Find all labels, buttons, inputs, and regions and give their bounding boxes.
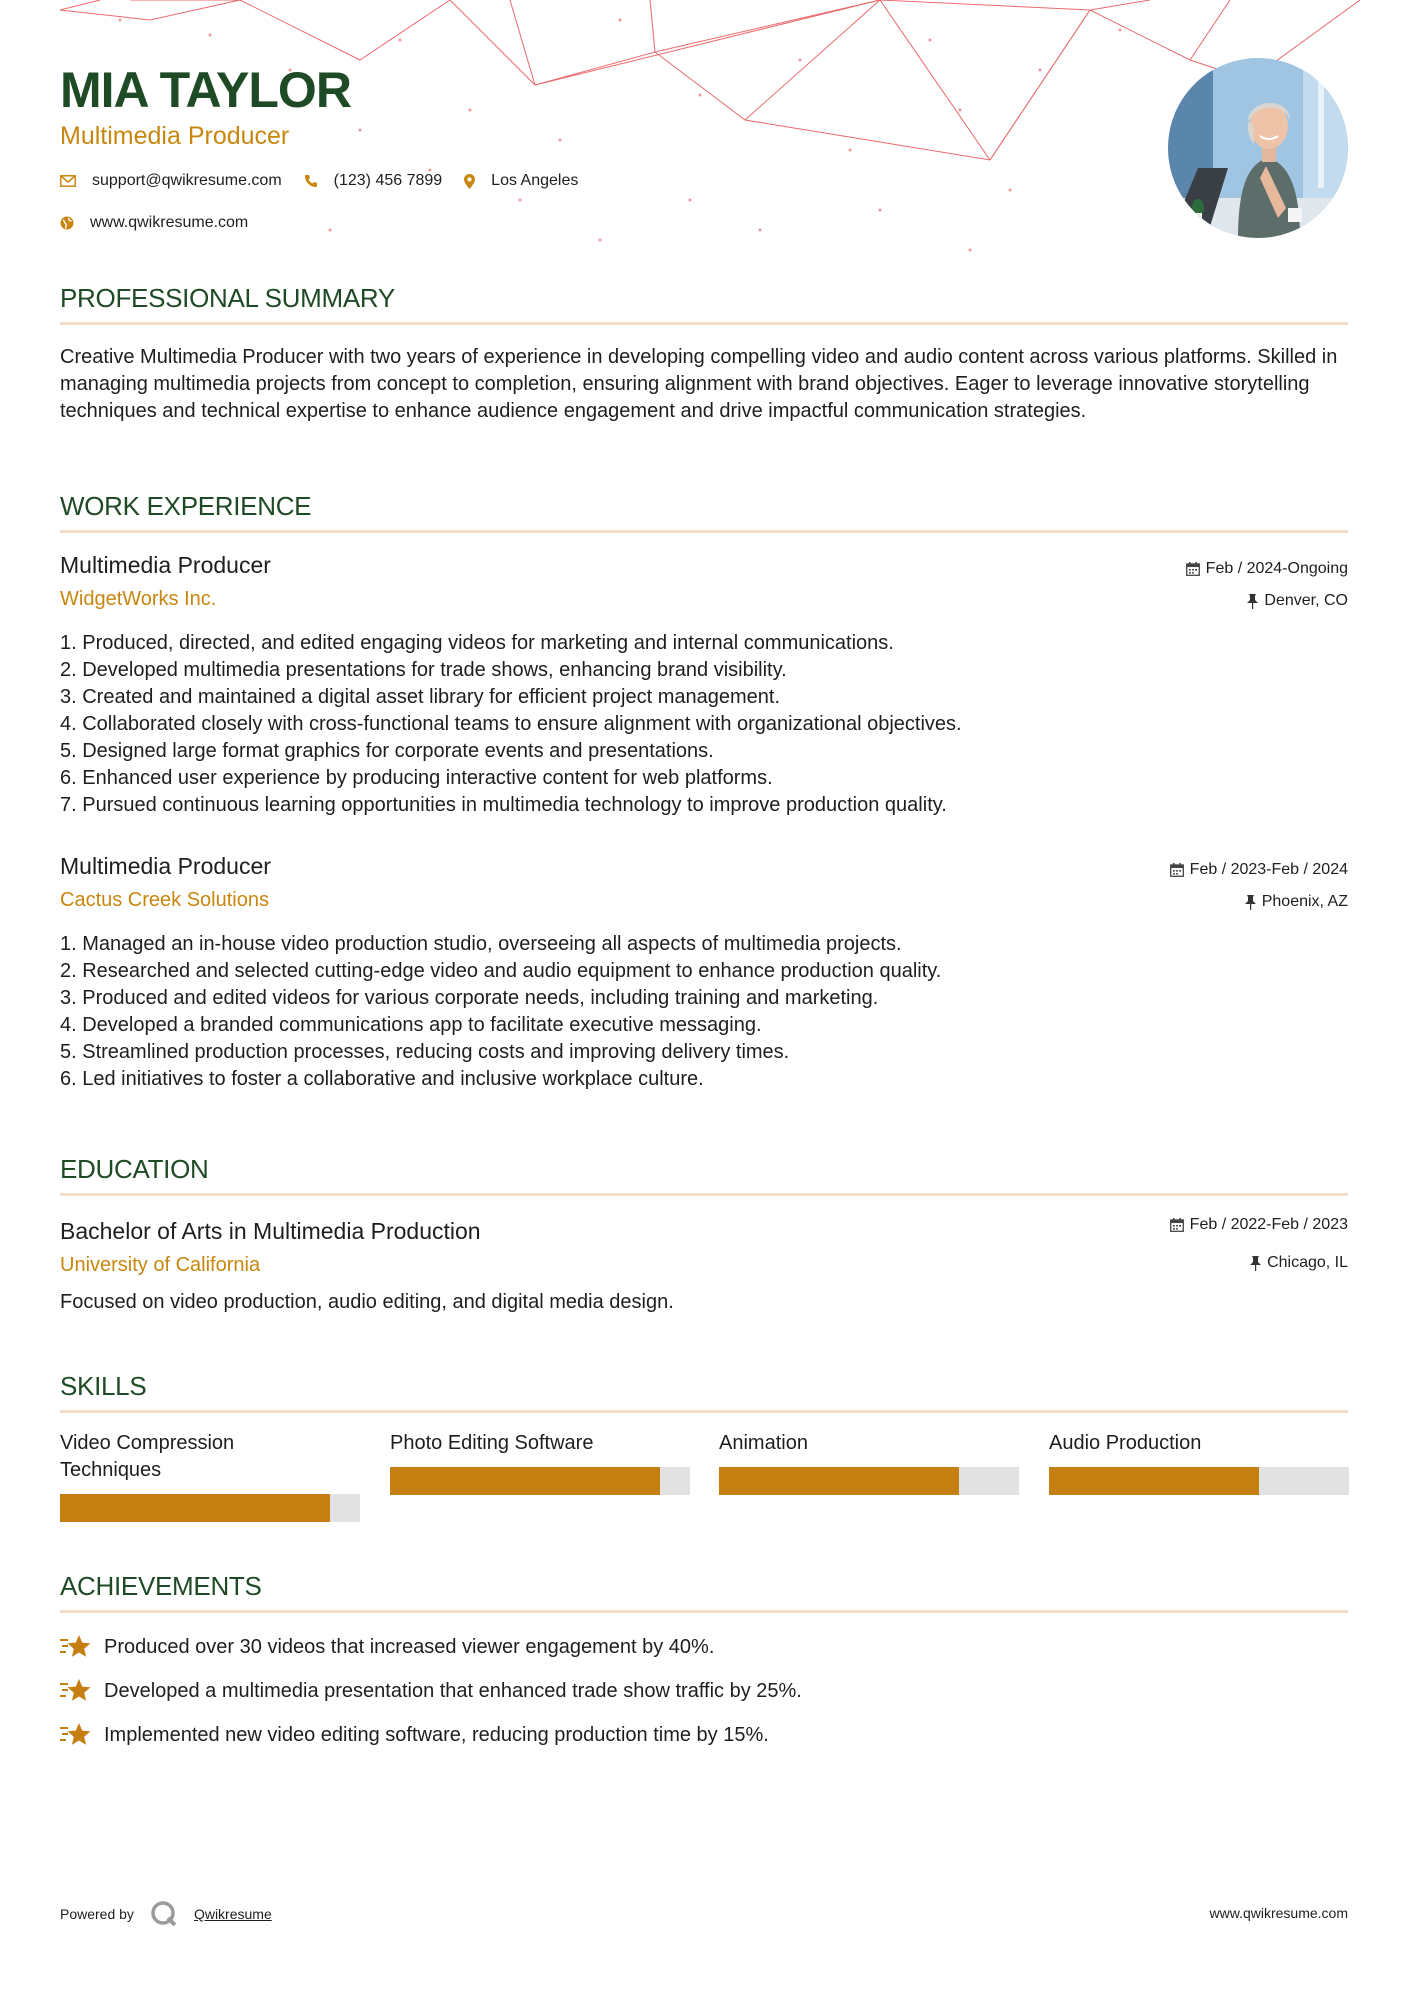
list-item: 4. Collaborated closely with cross-functional teams to ensure alignment with organizational objectives. [60,713,962,735]
skill-bar-fill [719,1467,959,1495]
list-item: 5. Streamlined production processes, reducing costs and improving delivery times. [60,1041,790,1063]
candidate-name: MIA TAYLOR [60,62,351,118]
list-item: 1. Managed an in-house video production studio, overseeing all aspects of multimedia projects. [60,933,902,955]
education-location-text: Chicago, IL [1267,1254,1348,1271]
footer-branding [60,1900,272,1928]
achievement-text: Implemented new video editing software, reducing production time by 15%. [104,1723,769,1746]
list-item: 3. Created and maintained a digital asset library for efficient project management. [60,686,781,708]
profile-photo [1168,58,1348,238]
skill-label: Animation [719,1432,808,1454]
phone-icon [304,174,318,188]
job-location [1247,592,1348,610]
skill-label: Video Compression Techniques [60,1432,235,1481]
pin-icon [1247,594,1258,609]
map-pin-icon [464,174,475,189]
globe-icon [60,216,74,230]
location-text: Los Angeles [491,172,579,189]
job-title: Multimedia Producer [60,552,271,578]
star-icon [60,1678,92,1704]
education-description: Focused on video production, audio editing, and digital media design. [60,1291,674,1313]
education-dates [1170,1216,1348,1234]
job-bullets [60,931,1348,1093]
job-title: Multimedia Producer [60,853,271,879]
list-item: 2. Researched and selected cutting-edge video and audio equipment to enhance production quality. [60,960,942,982]
summary-heading: PROFESSIONAL SUMMARY [60,282,1348,325]
contact-row [60,172,600,190]
contact-row-2 [60,214,270,232]
achievement-item [60,1634,714,1660]
skill-item [390,1430,690,1457]
education-heading: EDUCATION [60,1153,1348,1196]
website-text: www.qwikresume.com [90,214,249,231]
footer-website[interactable]: www.qwikresume.com [1209,1905,1348,1921]
degree-title: Bachelor of Arts in Multimedia Production [60,1218,481,1244]
job-bullets [60,630,1348,819]
envelope-icon [60,175,76,187]
job-company: Cactus Creek Solutions [60,889,269,911]
job-dates [1186,560,1348,578]
education-location [1250,1254,1348,1272]
job-dates [1170,861,1348,879]
list-item: 7. Pursued continuous learning opportunities in multimedia technology to improve production quality. [60,794,947,816]
achievement-item [60,1722,769,1748]
email-text: support@qwikresume.com [92,172,282,189]
pin-icon [1250,1256,1261,1271]
skill-bar [1049,1467,1349,1495]
skill-bar [60,1494,360,1522]
list-item: 1. Produced, directed, and edited engaging videos for marketing and internal communications. [60,632,894,654]
star-icon [60,1722,92,1748]
school-name: University of California [60,1254,261,1276]
summary-text: Creative Multimedia Producer with two years of experience in developing compelling video and audio content across various platforms. Skilled in managing multimedia projects from concept to completion, ensuring alignment with brand objectives. Eager to leverage innovative storytelling techniques and technical expertise to enhance audience engagement and drive impactful communication strategies. [60,346,1338,422]
skill-item [719,1430,1019,1457]
pin-icon [1245,895,1256,910]
powered-by-label: Powered by [60,1906,134,1922]
phone-text: (123) 456 7899 [333,172,443,189]
skill-bar-fill [1049,1467,1259,1495]
calendar-icon [1170,863,1184,877]
list-item: 4. Developed a branded communications app to facilitate executive messaging. [60,1014,762,1036]
calendar-icon [1170,1218,1184,1232]
skills-heading: SKILLS [60,1370,1348,1413]
qwikresume-logo-icon [150,1900,178,1928]
list-item: 5. Designed large format graphics for corporate events and presentations. [60,740,714,762]
job-company: WidgetWorks Inc. [60,588,217,610]
achievement-text: Developed a multimedia presentation that enhanced trade show traffic by 25%. [104,1679,802,1702]
experience-heading: WORK EXPERIENCE [60,490,1348,533]
skill-bar [719,1467,1019,1495]
job-location [1245,893,1348,911]
job-dates-text: Feb / 2024-Ongoing [1205,560,1348,577]
skill-bar [390,1467,690,1495]
achievement-text: Produced over 30 videos that increased viewer engagement by 40%. [104,1635,715,1658]
list-item: 6. Enhanced user experience by producing interactive content for web platforms. [60,767,773,789]
job-dates-text: Feb / 2023-Feb / 2024 [1189,861,1348,878]
skill-item [60,1430,360,1484]
list-item: 2. Developed multimedia presentations for trade shows, enhancing brand visibility. [60,659,787,681]
calendar-icon [1186,562,1200,576]
job-location-text: Phoenix, AZ [1261,893,1348,910]
list-item: 3. Produced and edited videos for various corporate needs, including training and marketing. [60,987,879,1009]
skill-label: Audio Production [1049,1432,1202,1454]
skill-item [1049,1430,1349,1457]
star-icon [60,1634,92,1660]
contact-website[interactable] [60,214,248,232]
job-location-text: Denver, CO [1264,592,1348,609]
list-item: 6. Led initiatives to foster a collaborative and inclusive workplace culture. [60,1068,704,1090]
candidate-role: Multimedia Producer [60,122,290,150]
contact-phone[interactable] [304,172,443,190]
education-dates-text: Feb / 2022-Feb / 2023 [1189,1216,1348,1233]
skill-label: Photo Editing Software [390,1432,594,1454]
contact-email[interactable] [60,172,282,190]
skill-bar-fill [390,1467,660,1495]
skill-bar-fill [60,1494,330,1522]
contact-location [464,172,578,190]
achievement-item [60,1678,802,1704]
qwikresume-link[interactable]: Qwikresume [193,1906,272,1922]
achievements-heading: ACHIEVEMENTS [60,1570,1348,1613]
